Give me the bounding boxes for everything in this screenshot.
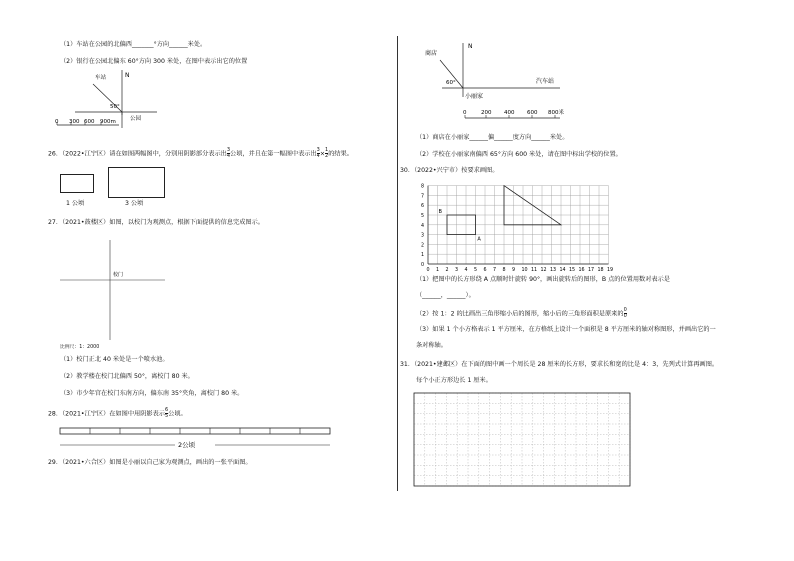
- north-label: N: [468, 43, 473, 50]
- question-26: 26．（2022•江宁区）请在如图两幅图中，分别用阴影部分表示出$\frac{3}{4}$公顷，并且在第一幅图中表示出$\frac{3}{4}\times\frac{1}{2}$的结果。: [48, 147, 353, 159]
- box1-label: 1 公顷: [66, 200, 85, 207]
- q30-item-1: （1）把图中的长方形绕 A 点顺时针旋转 90°，画出旋转后的图形，B 点的位置用数对表示是: [416, 276, 670, 283]
- scale-tick: 400: [504, 110, 515, 116]
- question-31: 31．（2021•建邺区）在下面的图中画一个周长是 28 厘米的长方形，要求长和宽的比是 4：3，先列式计算再画图。: [400, 361, 719, 368]
- question-28: 28．（2021•江宁区）在如图中用阴影表示$\frac{6}{5}$公顷。: [48, 407, 187, 419]
- park-direction-map: [55, 70, 175, 130]
- scale-tick: 900m: [100, 119, 116, 125]
- x-tick-label: 15: [569, 268, 576, 273]
- x-tick-label: 10: [521, 268, 528, 273]
- coordinate-grid: [418, 178, 618, 276]
- question-bank-position: （2）银行在公园北偏东 60°方向 300 米处，在图中表示出它的位置: [60, 58, 248, 65]
- scale-tick: 0: [55, 119, 59, 125]
- north-label: N: [125, 72, 130, 79]
- x-tick-label: 16: [578, 268, 585, 273]
- x-tick-label: 19: [607, 268, 614, 273]
- q27-item-1: （1）校门正北 40 米处是一个喷水池。: [60, 356, 169, 363]
- y-tick-label: 4: [421, 223, 425, 229]
- x-tick-label: 8: [502, 268, 506, 273]
- scale-tick: 0: [463, 110, 467, 116]
- x-tick-label: 13: [550, 268, 557, 273]
- school-gate-map: [60, 240, 170, 345]
- q30-item-3: （3）如果 1 个小方格表示 1 平方厘米，在方格纸上设计一个面积是 8 平方厘米的轴对称图形，并画出它的一: [416, 326, 716, 333]
- two-hectare-bar: [60, 426, 340, 451]
- x-tick-label: 11: [531, 268, 538, 273]
- scale-tick: 600: [84, 119, 95, 125]
- angle-label: 50°: [110, 104, 120, 110]
- scale-tick: 300: [69, 119, 80, 125]
- x-tick-label: 1: [436, 268, 440, 273]
- scale-tick: 800米: [548, 110, 564, 116]
- y-tick-label: 6: [421, 204, 425, 210]
- station-label: 车站: [95, 75, 107, 81]
- x-tick-label: 6: [483, 268, 487, 273]
- question-30: 30．（2022•兴宁市）按要求画图。: [400, 167, 499, 174]
- q30-item-3-cont: 条对称轴。: [416, 342, 447, 349]
- question-31-cont: 每个小正方形边长 1 厘米。: [416, 377, 492, 384]
- y-tick-label: 2: [421, 243, 425, 249]
- q29-item-2: （2）学校在小丽家南偏西 65°方向 600 米处，请在图中标出学校的位置。: [416, 151, 622, 158]
- home-direction-map: [420, 40, 580, 125]
- x-tick-label: 14: [559, 268, 566, 273]
- home-label: 小丽家: [465, 93, 484, 100]
- x-tick-label: 4: [464, 268, 468, 273]
- q30-item-2: （2）按 1：2 的比画出三角形缩小后的图形，缩小后的三角形面积是原来的$\frac{0}{0}$: [416, 307, 627, 319]
- x-tick-label: 0: [426, 268, 430, 273]
- question-station-direction: （1）车站在公园的北偏西_______°方向______米处。: [60, 41, 207, 48]
- school-gate-label: 校门: [113, 272, 124, 278]
- y-tick-label: 0: [421, 263, 425, 268]
- angle-label: 60°: [446, 80, 456, 86]
- scale-note: 比例尺：1：2000: [60, 345, 100, 350]
- column-divider: [397, 36, 398, 491]
- q29-item-1: （1）商店在小丽家______偏______度方向______米处。: [416, 134, 569, 141]
- x-tick-label: 12: [540, 268, 547, 273]
- y-tick-label: 3: [421, 233, 425, 239]
- x-tick-label: 3: [455, 268, 459, 273]
- y-tick-label: 1: [421, 253, 425, 259]
- shop-label: 商店: [425, 50, 438, 57]
- y-tick-label: 8: [421, 184, 425, 190]
- x-tick-label: 5: [474, 268, 478, 273]
- q27-item-2: （2）教学楼在校门北偏西 50°，离校门 80 米。: [60, 373, 194, 380]
- x-tick-label: 18: [597, 268, 604, 273]
- y-tick-label: 7: [421, 194, 425, 200]
- station-label: 汽车站: [536, 78, 555, 85]
- x-tick-label: 9: [512, 268, 516, 273]
- scale-tick: 600: [527, 110, 538, 116]
- box2-label: 3 公顷: [125, 200, 144, 207]
- q30-item-1-blank: （______，______）。: [416, 292, 475, 299]
- three-hectare-box: [108, 167, 165, 198]
- park-label: 公园: [130, 116, 142, 122]
- drawing-grid: [413, 392, 631, 487]
- x-tick-label: 7: [493, 268, 497, 273]
- bar-label: 2公顷: [178, 441, 196, 449]
- one-hectare-box: [60, 174, 94, 193]
- q27-item-3: （3）市少年宫在校门东南方向，偏东南 35°夹角，离校门 80 米。: [60, 390, 244, 397]
- question-27: 27．（2021•鼓楼区）如图，以校门为观测点，根据下面提供的信息完成图示。: [48, 219, 264, 226]
- x-tick-label: 17: [588, 268, 595, 273]
- scale-tick: 200: [481, 110, 492, 116]
- x-tick-label: 2: [445, 268, 449, 273]
- question-29: 29．（2021•六合区）如图是小丽以自己家为观测点，画出的一张平面图。: [48, 459, 252, 466]
- point-b-label: B: [438, 209, 442, 216]
- point-a-label: A: [477, 236, 481, 243]
- y-tick-label: 5: [421, 214, 425, 219]
